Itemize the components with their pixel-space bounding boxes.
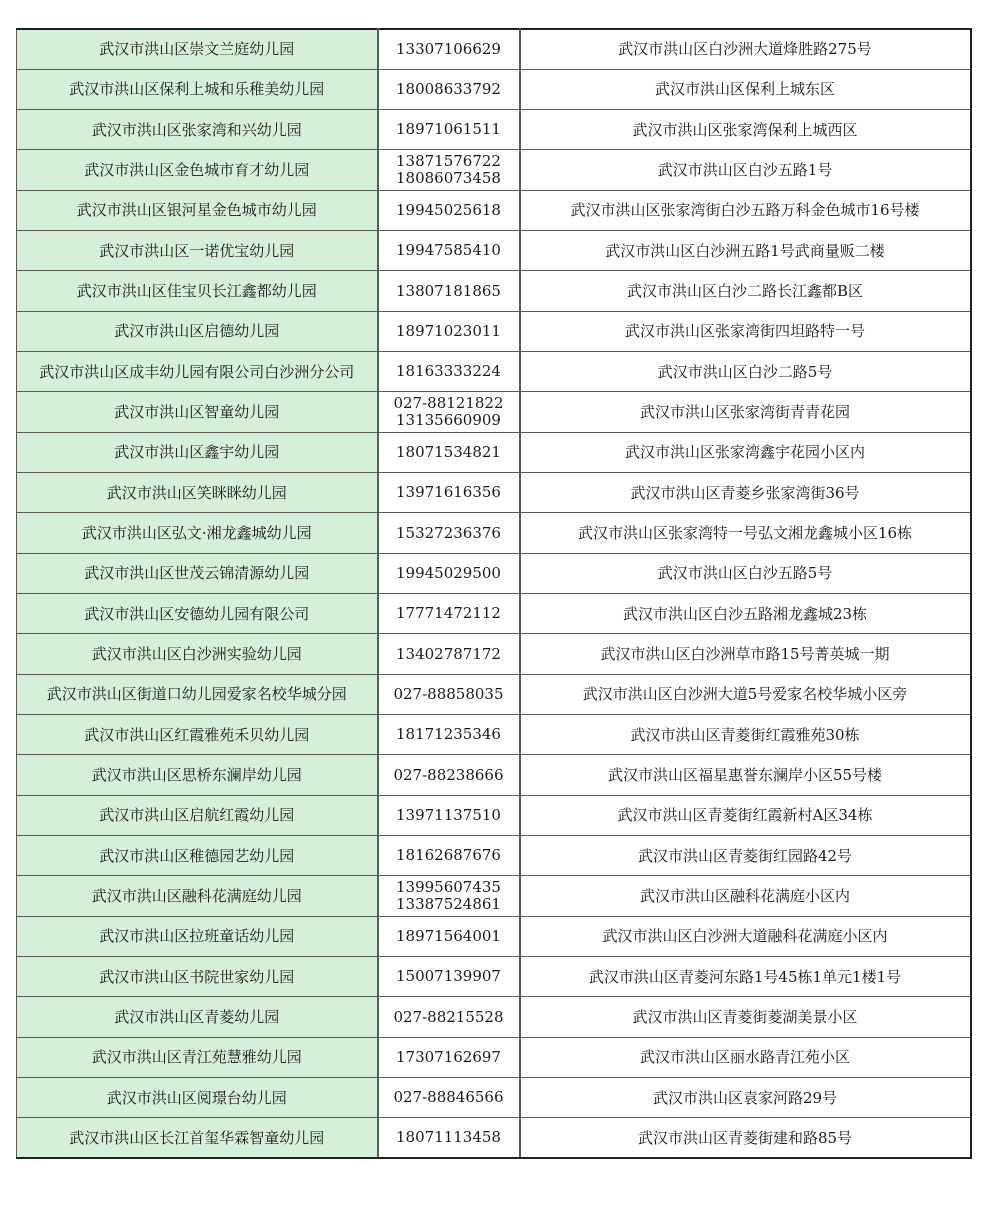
table-row bbox=[17, 432, 971, 472]
table-row bbox=[17, 553, 971, 593]
phone-cell bbox=[378, 876, 520, 916]
phone-cell bbox=[378, 997, 520, 1037]
phone-number: 19945025618 bbox=[396, 200, 501, 219]
phone-number: 13971616356 bbox=[396, 483, 501, 502]
phone-number: 13971137510 bbox=[396, 805, 501, 824]
kindergarten-name-cell: 武汉市洪山区金色城市育才幼儿园 bbox=[17, 150, 378, 190]
table-row bbox=[17, 957, 971, 997]
address-cell: 武汉市洪山区张家湾特一号弘文湘龙鑫城小区16栋 bbox=[520, 513, 971, 553]
address-cell: 武汉市洪山区白沙洲五路1号武商量贩二楼 bbox=[520, 231, 971, 271]
table-row bbox=[17, 836, 971, 876]
table-row bbox=[17, 392, 971, 432]
kindergarten-name-cell: 武汉市洪山区街道口幼儿园爱家名校华城分园 bbox=[17, 674, 378, 714]
kindergarten-name-cell: 武汉市洪山区笑眯眯幼儿园 bbox=[17, 473, 378, 513]
address-cell: 武汉市洪山区福星惠誉东澜岸小区55号楼 bbox=[520, 755, 971, 795]
table-body bbox=[17, 29, 971, 1158]
phone-number: 18071113458 bbox=[396, 1128, 501, 1147]
phone-number: 13807181865 bbox=[396, 281, 501, 300]
phone-cell bbox=[378, 916, 520, 956]
kindergarten-name-cell: 武汉市洪山区启航红霞幼儿园 bbox=[17, 795, 378, 835]
address-cell: 武汉市洪山区白沙五路1号 bbox=[520, 150, 971, 190]
kindergarten-name-cell: 武汉市洪山区张家湾和兴幼儿园 bbox=[17, 110, 378, 150]
phone-cell bbox=[378, 715, 520, 755]
phone-number: 13307106629 bbox=[396, 39, 501, 58]
phone-number: 18971023011 bbox=[396, 321, 501, 340]
table-row bbox=[17, 513, 971, 553]
phone-cell bbox=[378, 392, 520, 432]
phone-cell bbox=[378, 836, 520, 876]
address-cell: 武汉市洪山区白沙洲草市路15号菁英城一期 bbox=[520, 634, 971, 674]
phone-cell bbox=[378, 1118, 520, 1158]
kindergarten-name-cell: 武汉市洪山区保利上城和乐稚美幼儿园 bbox=[17, 69, 378, 109]
phone-cell bbox=[378, 432, 520, 472]
kindergarten-name-cell: 武汉市洪山区启德幼儿园 bbox=[17, 311, 378, 351]
phone-cell bbox=[378, 795, 520, 835]
phone-number: 13387524861 bbox=[396, 895, 501, 914]
address-cell: 武汉市洪山区青菱河东路1号45栋1单元1楼1号 bbox=[520, 957, 971, 997]
phone-cell bbox=[378, 957, 520, 997]
phone-number: 15327236376 bbox=[396, 523, 501, 542]
table-row bbox=[17, 29, 971, 69]
phone-cell bbox=[378, 69, 520, 109]
address-cell: 武汉市洪山区青菱街菱湖美景小区 bbox=[520, 997, 971, 1037]
table-row bbox=[17, 190, 971, 230]
address-cell: 武汉市洪山区青菱街红霞雅苑30栋 bbox=[520, 715, 971, 755]
phone-cell bbox=[378, 110, 520, 150]
table-row bbox=[17, 594, 971, 634]
table-row bbox=[17, 1118, 971, 1158]
address-cell: 武汉市洪山区白沙五路5号 bbox=[520, 553, 971, 593]
phone-cell bbox=[378, 1037, 520, 1077]
phone-cell bbox=[378, 755, 520, 795]
table-row bbox=[17, 876, 971, 916]
address-cell: 武汉市洪山区袁家河路29号 bbox=[520, 1078, 971, 1118]
phone-number: 18162687676 bbox=[396, 846, 501, 865]
phone-number: 18086073458 bbox=[396, 169, 501, 188]
address-cell: 武汉市洪山区张家湾鑫宇花园小区内 bbox=[520, 432, 971, 472]
kindergarten-name-cell: 武汉市洪山区崇文兰庭幼儿园 bbox=[17, 29, 378, 69]
phone-cell bbox=[378, 352, 520, 392]
kindergarten-name-cell: 武汉市洪山区青江苑慧雅幼儿园 bbox=[17, 1037, 378, 1077]
phone-number: 18971061511 bbox=[396, 120, 501, 139]
kindergarten-name-cell: 武汉市洪山区一诺优宝幼儿园 bbox=[17, 231, 378, 271]
kindergarten-name-cell: 武汉市洪山区银河星金色城市幼儿园 bbox=[17, 190, 378, 230]
phone-number: 18171235346 bbox=[396, 725, 501, 744]
kindergarten-name-cell: 武汉市洪山区成丰幼儿园有限公司白沙洲分公司 bbox=[17, 352, 378, 392]
phone-number: 18071534821 bbox=[396, 442, 501, 461]
address-cell: 武汉市洪山区青菱乡张家湾街36号 bbox=[520, 473, 971, 513]
phone-number: 13135660909 bbox=[396, 411, 501, 430]
phone-cell bbox=[378, 594, 520, 634]
kindergarten-name-cell: 武汉市洪山区红霞雅苑禾贝幼儿园 bbox=[17, 715, 378, 755]
phone-cell bbox=[378, 634, 520, 674]
address-cell: 武汉市洪山区张家湾街四坦路特一号 bbox=[520, 311, 971, 351]
kindergarten-name-cell: 武汉市洪山区稚德园艺幼儿园 bbox=[17, 836, 378, 876]
phone-number: 13871576722 bbox=[396, 152, 501, 171]
phone-number: 17307162697 bbox=[396, 1047, 501, 1066]
phone-number: 18008633792 bbox=[396, 79, 501, 98]
table-row bbox=[17, 715, 971, 755]
table-row bbox=[17, 674, 971, 714]
phone-number: 13995607435 bbox=[396, 878, 501, 897]
address-cell: 武汉市洪山区青菱街红园路42号 bbox=[520, 836, 971, 876]
phone-cell bbox=[378, 674, 520, 714]
table-row bbox=[17, 311, 971, 351]
phone-cell bbox=[378, 231, 520, 271]
phone-cell bbox=[378, 311, 520, 351]
phone-number: 18163333224 bbox=[396, 362, 501, 381]
phone-cell bbox=[378, 29, 520, 69]
kindergarten-name-cell: 武汉市洪山区阅璟台幼儿园 bbox=[17, 1078, 378, 1118]
phone-cell bbox=[378, 150, 520, 190]
phone-number: 027-88858035 bbox=[393, 684, 504, 703]
kindergarten-name-cell: 武汉市洪山区思桥东澜岸幼儿园 bbox=[17, 755, 378, 795]
table-row bbox=[17, 795, 971, 835]
address-cell: 武汉市洪山区丽水路青江苑小区 bbox=[520, 1037, 971, 1077]
kindergarten-table bbox=[16, 28, 972, 1159]
phone-number: 027-88238666 bbox=[393, 765, 504, 784]
phone-number: 027-88846566 bbox=[393, 1088, 504, 1107]
address-cell: 武汉市洪山区白沙洲大道烽胜路275号 bbox=[520, 29, 971, 69]
phone-cell bbox=[378, 190, 520, 230]
phone-number: 19947585410 bbox=[396, 241, 501, 260]
table-row bbox=[17, 69, 971, 109]
phone-number: 15007139907 bbox=[396, 967, 501, 986]
phone-number: 13402787172 bbox=[396, 644, 501, 663]
kindergarten-name-cell: 武汉市洪山区安德幼儿园有限公司 bbox=[17, 594, 378, 634]
kindergarten-name-cell: 武汉市洪山区书院世家幼儿园 bbox=[17, 957, 378, 997]
phone-cell bbox=[378, 271, 520, 311]
phone-number: 18971564001 bbox=[396, 926, 501, 945]
kindergarten-name-cell: 武汉市洪山区佳宝贝长江鑫都幼儿园 bbox=[17, 271, 378, 311]
phone-cell bbox=[378, 1078, 520, 1118]
address-cell: 武汉市洪山区青菱街红霞新村A区34栋 bbox=[520, 795, 971, 835]
table-row bbox=[17, 473, 971, 513]
address-cell: 武汉市洪山区张家湾保利上城西区 bbox=[520, 110, 971, 150]
kindergarten-name-cell: 武汉市洪山区智童幼儿园 bbox=[17, 392, 378, 432]
kindergarten-name-cell: 武汉市洪山区白沙洲实验幼儿园 bbox=[17, 634, 378, 674]
table-row bbox=[17, 755, 971, 795]
phone-number: 17771472112 bbox=[396, 604, 501, 623]
address-cell: 武汉市洪山区白沙洲大道融科花满庭小区内 bbox=[520, 916, 971, 956]
address-cell: 武汉市洪山区白沙二路长江鑫都B区 bbox=[520, 271, 971, 311]
phone-cell bbox=[378, 473, 520, 513]
table-row bbox=[17, 150, 971, 190]
phone-number: 027-88121822 bbox=[393, 394, 504, 413]
address-cell: 武汉市洪山区张家湾街青青花园 bbox=[520, 392, 971, 432]
kindergarten-name-cell: 武汉市洪山区弘文·湘龙鑫城幼儿园 bbox=[17, 513, 378, 553]
table-row bbox=[17, 1037, 971, 1077]
table-row bbox=[17, 1078, 971, 1118]
address-cell: 武汉市洪山区保利上城东区 bbox=[520, 69, 971, 109]
table-row bbox=[17, 231, 971, 271]
phone-number: 19945029500 bbox=[396, 563, 501, 582]
address-cell: 武汉市洪山区青菱街建和路85号 bbox=[520, 1118, 971, 1158]
kindergarten-name-cell: 武汉市洪山区长江首玺华霖智童幼儿园 bbox=[17, 1118, 378, 1158]
address-cell: 武汉市洪山区融科花满庭小区内 bbox=[520, 876, 971, 916]
address-cell: 武汉市洪山区白沙洲大道5号爱家名校华城小区旁 bbox=[520, 674, 971, 714]
table-row bbox=[17, 110, 971, 150]
table-row bbox=[17, 916, 971, 956]
phone-cell bbox=[378, 513, 520, 553]
address-cell: 武汉市洪山区白沙五路湘龙鑫城23栋 bbox=[520, 594, 971, 634]
kindergarten-name-cell: 武汉市洪山区世茂云锦清源幼儿园 bbox=[17, 553, 378, 593]
kindergarten-name-cell: 武汉市洪山区拉班童话幼儿园 bbox=[17, 916, 378, 956]
table-row bbox=[17, 271, 971, 311]
table-row bbox=[17, 997, 971, 1037]
table-row bbox=[17, 634, 971, 674]
address-cell: 武汉市洪山区白沙二路5号 bbox=[520, 352, 971, 392]
table-row bbox=[17, 352, 971, 392]
kindergarten-name-cell: 武汉市洪山区青菱幼儿园 bbox=[17, 997, 378, 1037]
address-cell: 武汉市洪山区张家湾街白沙五路万科金色城市16号楼 bbox=[520, 190, 971, 230]
kindergarten-name-cell: 武汉市洪山区融科花满庭幼儿园 bbox=[17, 876, 378, 916]
kindergarten-name-cell: 武汉市洪山区鑫宇幼儿园 bbox=[17, 432, 378, 472]
phone-cell bbox=[378, 553, 520, 593]
phone-number: 027-88215528 bbox=[393, 1007, 504, 1026]
